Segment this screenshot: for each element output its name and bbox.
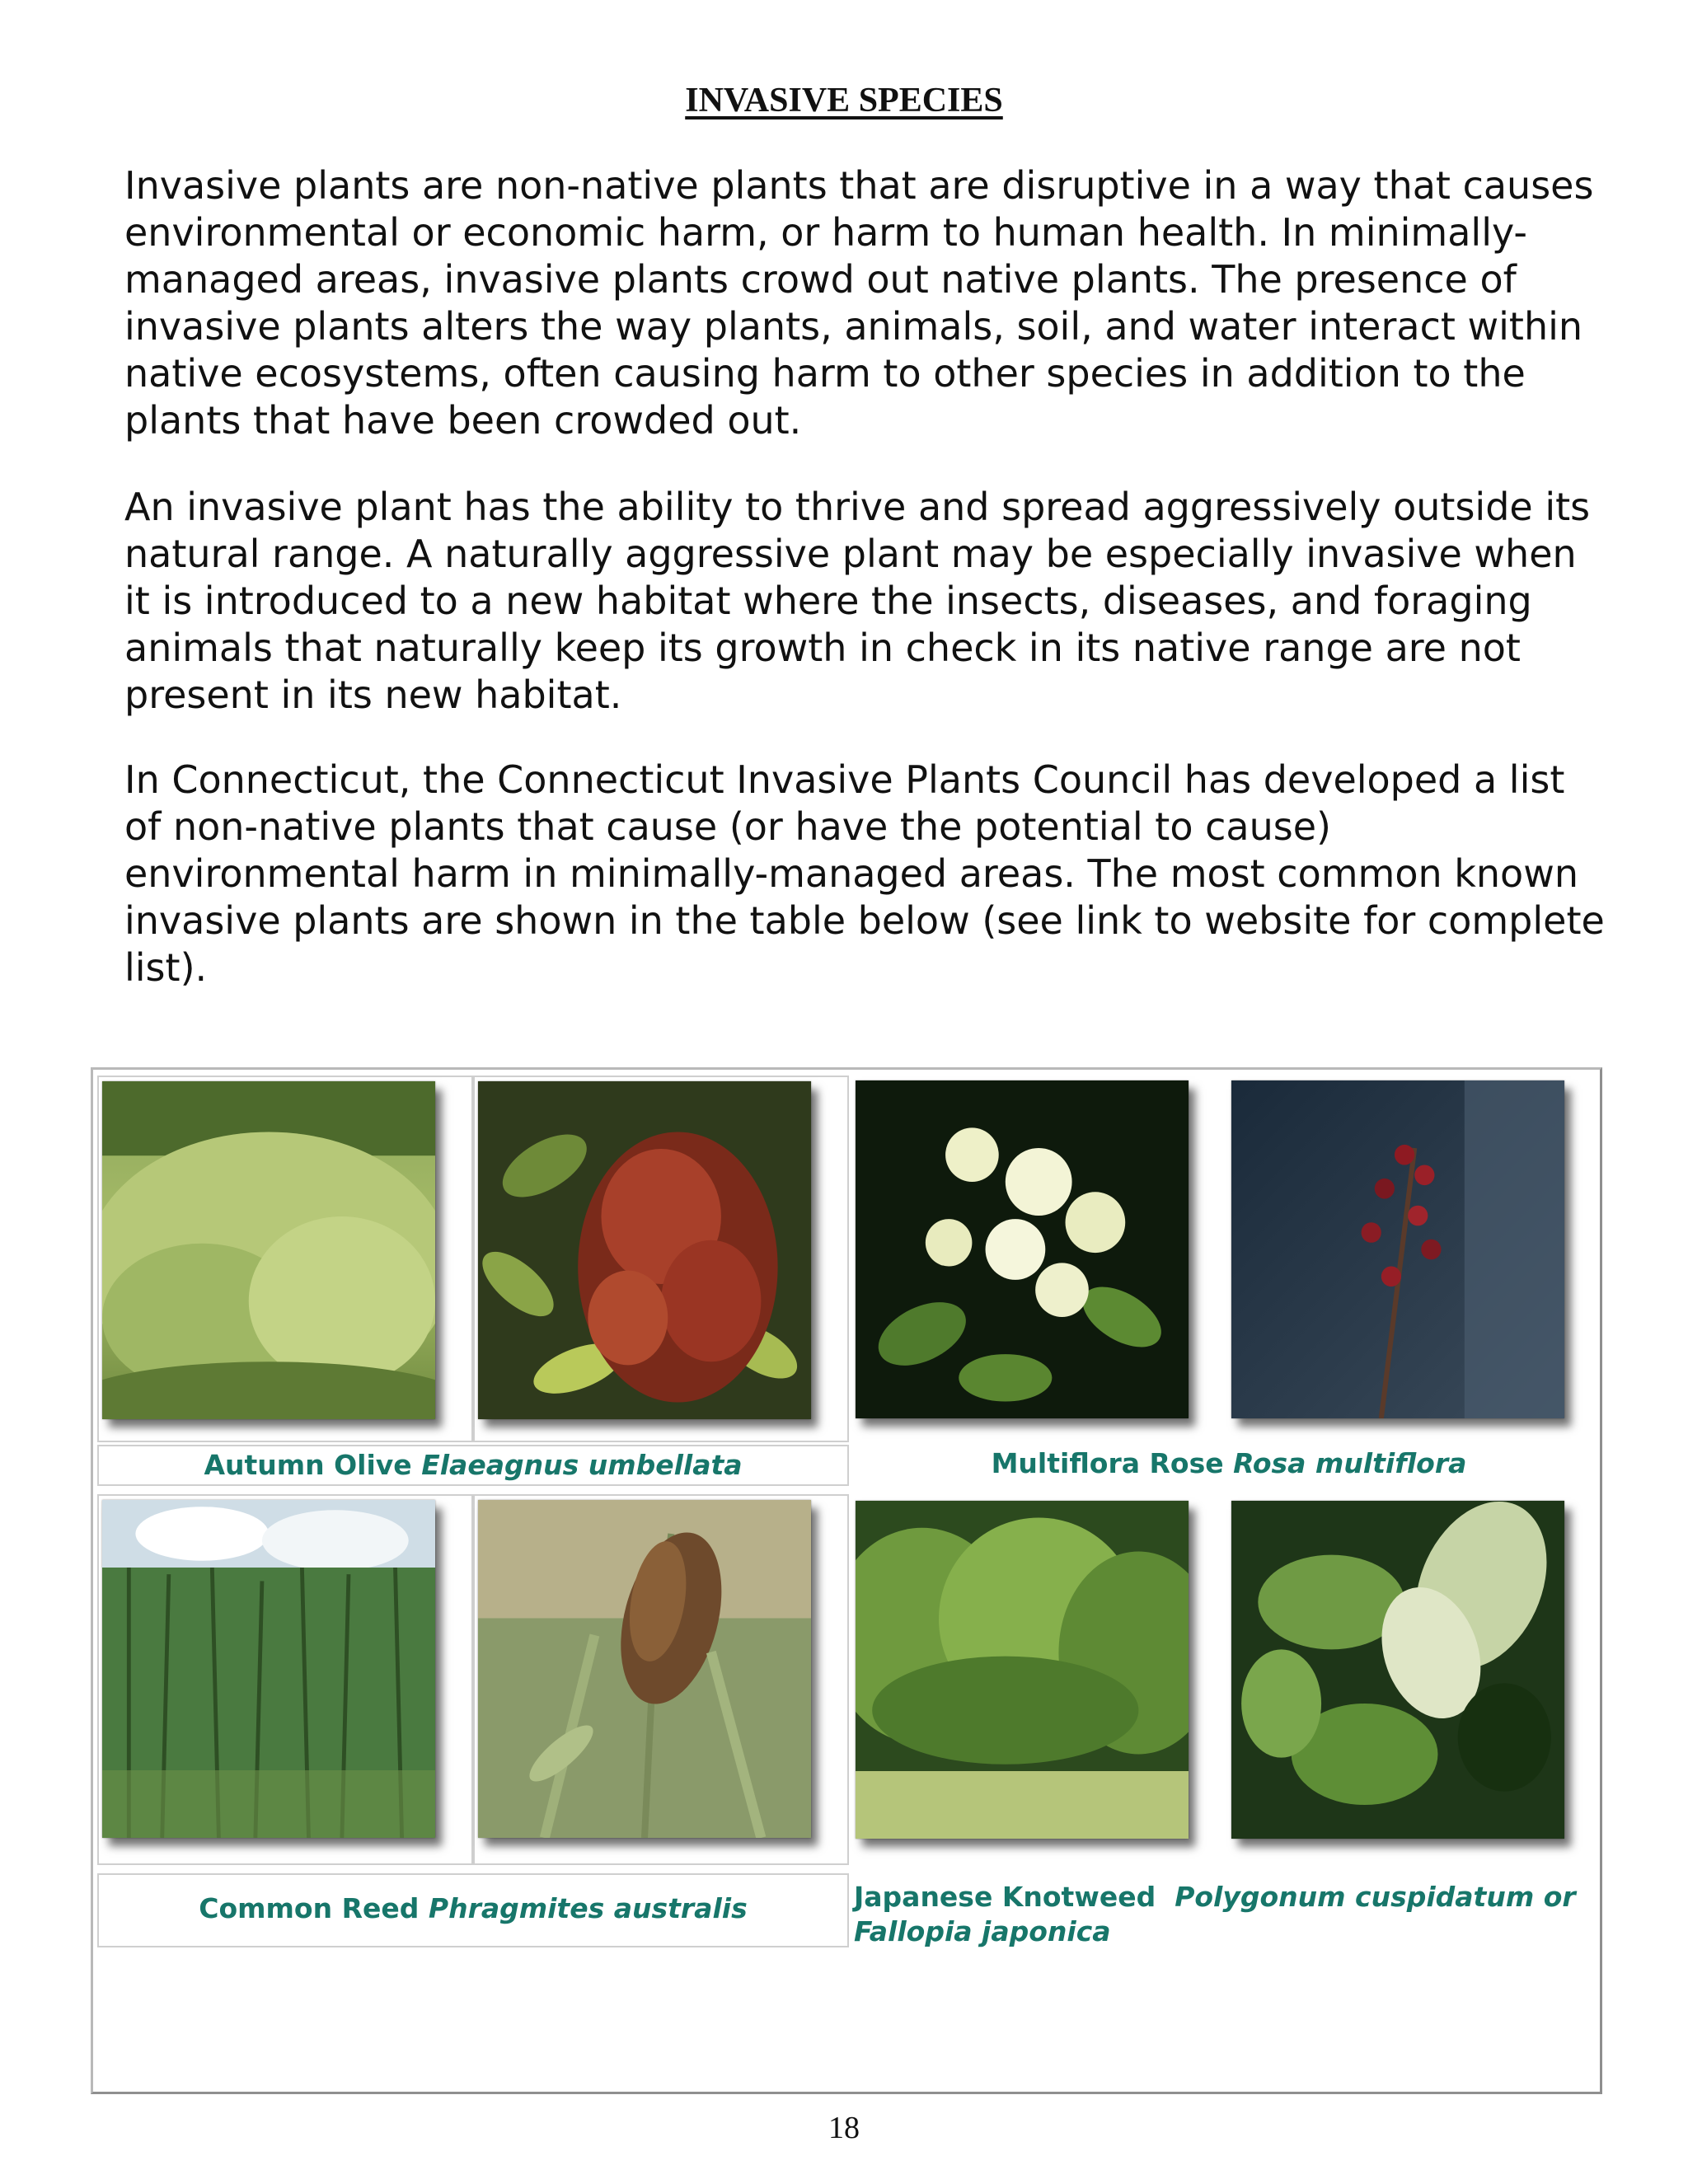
page-number: 18 bbox=[828, 2111, 860, 2145]
autumn-olive-caption: Autumn Olive Elaeagnus umbellata bbox=[204, 1449, 743, 1481]
table-cell bbox=[473, 1076, 849, 1442]
common-reed-caption: Common Reed Phragmites australis bbox=[199, 1892, 748, 1924]
autumn-olive-berries-photo bbox=[478, 1081, 811, 1419]
japanese-knotweed-leaves-photo bbox=[1231, 1501, 1564, 1839]
multiflora-rose-caption: Multiflora Rose Rosa multiflora bbox=[991, 1447, 1467, 1479]
table-cell bbox=[473, 1494, 849, 1865]
table-cell bbox=[97, 1494, 473, 1865]
page-title: INVASIVE SPECIES bbox=[685, 82, 1003, 120]
multiflora-rose-flowers-photo bbox=[856, 1080, 1189, 1418]
japanese-knotweed-thicket-photo bbox=[856, 1501, 1189, 1839]
common-reed-plume-photo bbox=[478, 1500, 811, 1838]
multiflora-rose-hips-photo bbox=[1231, 1080, 1564, 1418]
table-cell bbox=[97, 1076, 473, 1442]
invasive-plants-table bbox=[91, 1067, 1602, 2094]
intro-paragraph: Invasive plants are non-native plants that are disruptive in a way that causes environmental or economic harm, or harm to human health. In minimally-managed areas, invasive plants crowd out native plants. The presence of invasive plants alters the way plants, animals, soil, and water interact within native ecosystems, often causing harm to other species in addition to the plants that have been crowded out. bbox=[124, 163, 1594, 443]
connecticut-paragraph: In Connecticut, the Connecticut Invasive Plants Council has developed a list of non-native plants that cause (or have the potential to cause) environmental harm in minimally-managed areas. The most common known invasive plants are shown in the table below (see link to website for complete list). bbox=[124, 757, 1605, 990]
japanese-knotweed-caption: Japanese Knotweed Polygonum cuspidatum or Fallopia japonica bbox=[854, 1881, 1576, 1947]
spread-paragraph: An invasive plant has the ability to thrive and spread aggressively outside its natural range. A naturally aggressive plant may be especially invasive when it is introduced to a new habitat where the insects, diseases, and foraging animals that naturally keep its growth in check in its native range are not present in its new habitat. bbox=[124, 485, 1591, 717]
common-reed-stand-photo bbox=[102, 1500, 435, 1838]
autumn-olive-shrub-photo bbox=[102, 1081, 435, 1419]
table-cell bbox=[97, 1873, 849, 1947]
table-cell bbox=[97, 1445, 849, 1486]
